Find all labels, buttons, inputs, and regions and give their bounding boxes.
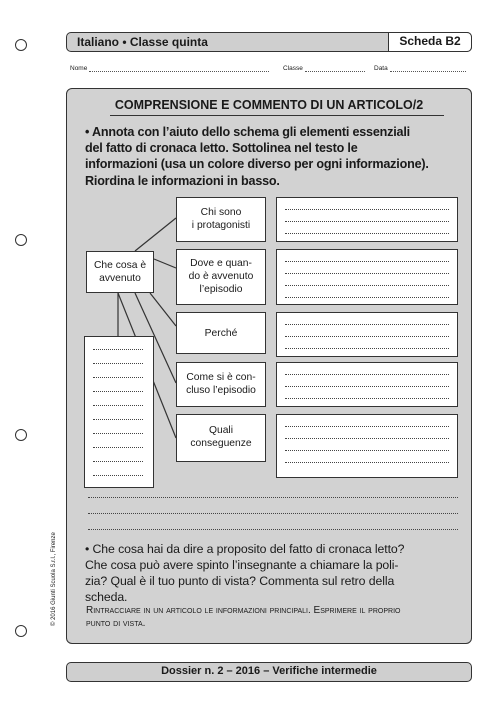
question-line: scheda. xyxy=(85,590,128,604)
answer-box-consequences[interactable] xyxy=(276,414,458,478)
rewrite-line[interactable] xyxy=(88,497,458,498)
instruction-line: informazioni (usa un colore diverso per ogni informazione). xyxy=(85,157,429,172)
node-line: Chi sono xyxy=(200,207,242,218)
node-line: Come si è con- xyxy=(186,372,256,383)
center-node-line: Che cosa è xyxy=(93,260,147,271)
date-label: Data xyxy=(374,65,388,72)
connector-line xyxy=(135,218,176,251)
instruction-line: • Annota con l’aiuto dello schema gli elementi essenziali xyxy=(85,125,410,139)
class-label: Classe xyxy=(283,65,303,72)
sheet-label: Scheda B2 xyxy=(388,32,472,52)
node-line: Dove e quan- xyxy=(190,258,252,269)
connector-line xyxy=(154,259,176,268)
question-text xyxy=(85,541,470,605)
rewrite-line[interactable] xyxy=(88,529,458,530)
question-line: zia? Qual è il tuo punto di vista? Commenta sul retro della xyxy=(85,574,395,588)
copyright-note: © 2016 Giunti Scuola S.r.l., Firenze xyxy=(51,532,57,626)
subject-label: Italiano • Classe quinta xyxy=(77,35,208,49)
objectives-text xyxy=(86,604,466,630)
connector-line xyxy=(150,293,176,326)
node-line: conseguenze xyxy=(190,438,252,449)
node-line: cluso l’episodio xyxy=(186,385,256,396)
node-line: Quali xyxy=(208,425,234,436)
node-line: i protagonisti xyxy=(191,220,251,231)
node-how-ended xyxy=(176,362,266,407)
answer-box-protagonists[interactable] xyxy=(276,197,458,242)
objectives-line: Rintracciare in un articolo le informazioni principali. Esprimere il proprio xyxy=(86,605,401,616)
node-line: l’episodio xyxy=(199,284,243,295)
objectives-line: punto di vista. xyxy=(86,618,146,629)
instruction-line: Riordina le informazioni in basso. xyxy=(85,173,280,188)
worksheet-title: COMPRENSIONE E COMMENTO DI UN ARTICOLO/2 xyxy=(114,98,424,112)
answer-box-where-when[interactable] xyxy=(276,249,458,305)
question-line: Che cosa può avere spinto l’insegnante a chiamare la poli- xyxy=(85,558,399,572)
center-node-line: avvenuto xyxy=(99,273,141,284)
instruction-line: del fatto di cronaca letto. Sottolinea nel testo le xyxy=(85,141,358,156)
node-protagonists xyxy=(176,197,266,242)
diagram-center-node xyxy=(86,251,154,293)
node-consequences xyxy=(176,414,266,462)
node-why xyxy=(176,312,266,354)
name-label: Nome xyxy=(70,65,88,72)
node-line: Perché xyxy=(204,328,238,339)
answer-box-why[interactable] xyxy=(276,312,458,357)
node-where-when xyxy=(176,249,266,305)
rewrite-line[interactable] xyxy=(88,513,458,514)
question-line: • Che cosa hai da dire a proposito del fatto di cronaca letto? xyxy=(85,542,405,556)
answer-box-what-happened[interactable] xyxy=(84,336,154,488)
node-line: do è avvenuto xyxy=(188,271,254,282)
footer-bar: Dossier n. 2 – 2016 – Verifiche intermedie xyxy=(66,662,472,682)
answer-box-how-ended[interactable] xyxy=(276,362,458,407)
